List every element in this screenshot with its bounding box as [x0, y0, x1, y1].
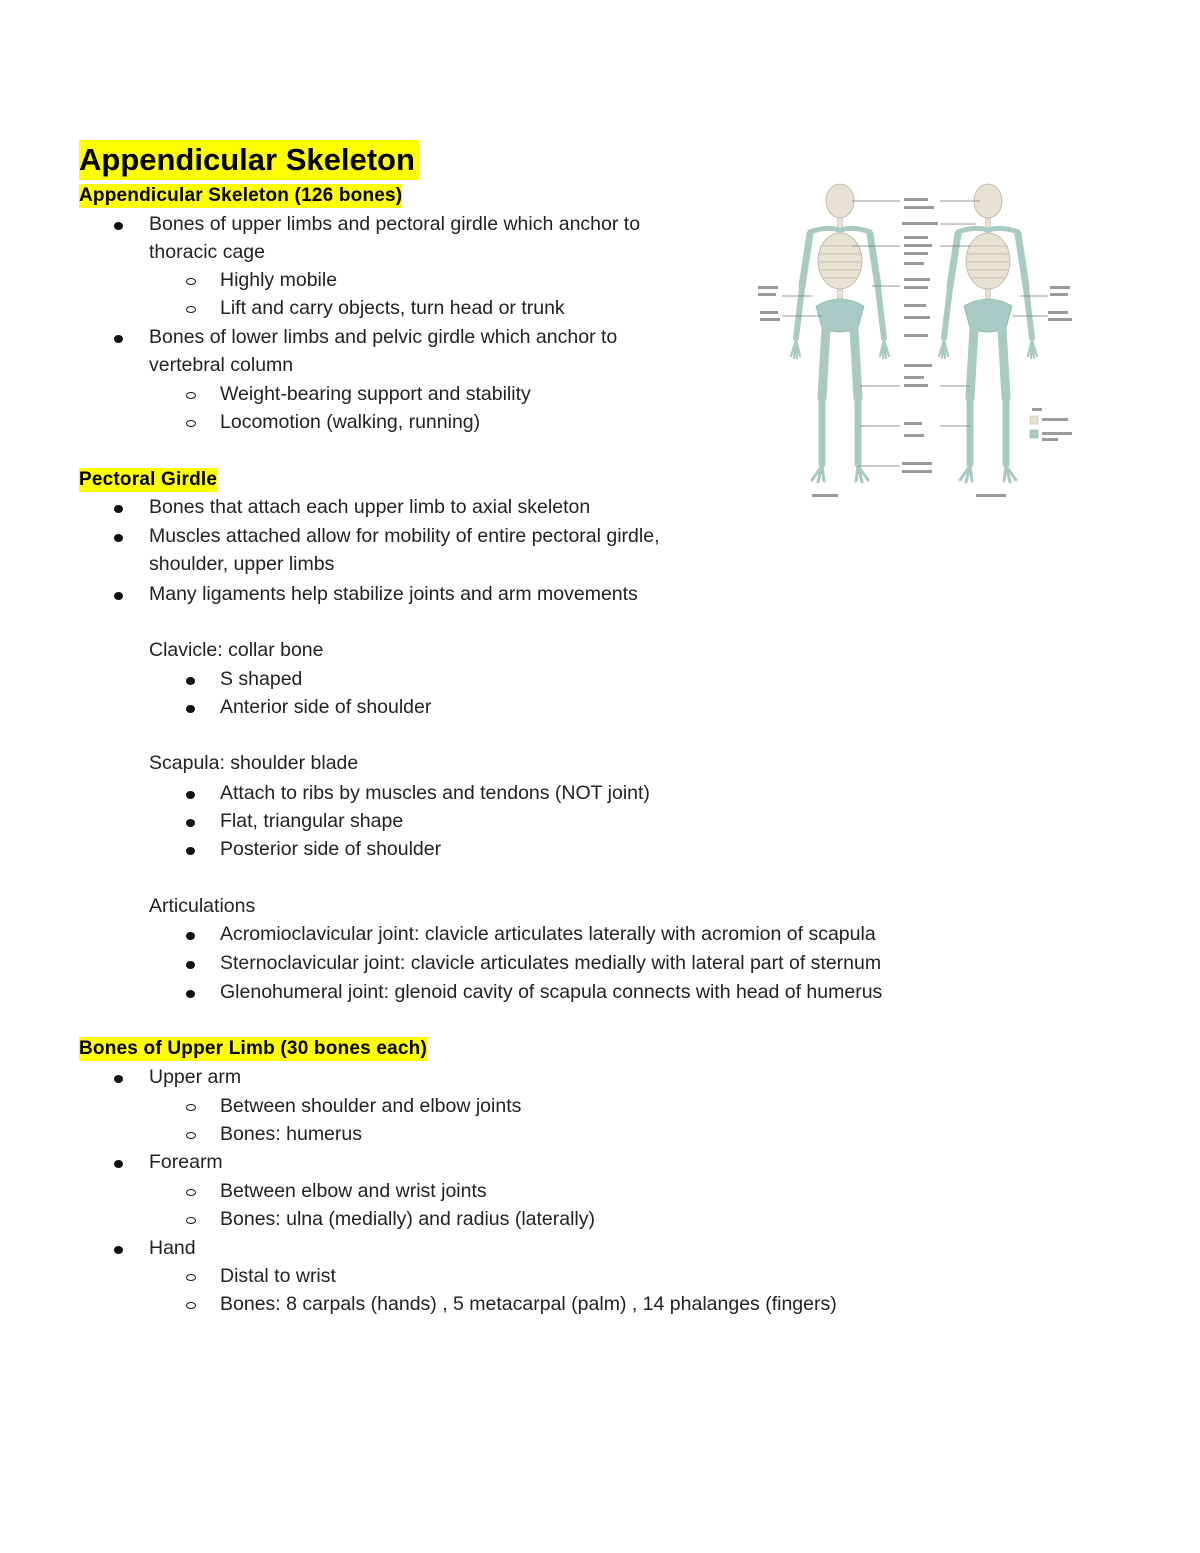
bullet-icon	[186, 961, 195, 969]
bullet-icon	[186, 932, 195, 940]
list-item: Attach to ribs by muscles and tendons (NOT joint)	[220, 782, 650, 804]
list-item: Muscles attached allow for mobility of entire pectoral girdle,	[149, 525, 660, 547]
bullet-icon	[186, 819, 195, 827]
bullet-icon	[114, 1246, 123, 1254]
section-heading-appendicular: Appendicular Skeleton (126 bones)	[79, 185, 403, 206]
bullet-icon	[186, 990, 195, 998]
bullet-icon	[186, 847, 195, 855]
skeleton-diagram-image	[752, 166, 1080, 518]
bullet-icon	[114, 1075, 123, 1083]
list-item-continuation: vertebral column	[149, 354, 294, 376]
list-item: Bones that attach each upper limb to axial skeleton	[149, 496, 591, 518]
sub-list-item: Bones: 8 carpals (hands) , 5 metacarpal (palm) , 14 phalanges (fingers)	[220, 1293, 837, 1315]
sub-list-item: Lift and carry objects, turn head or trunk	[220, 297, 565, 319]
list-item: Anterior side of shoulder	[220, 696, 432, 718]
sub-list-item: Between shoulder and elbow joints	[220, 1095, 522, 1117]
bullet-icon	[114, 335, 123, 343]
list-item: Many ligaments help stabilize joints and arm movements	[149, 583, 638, 605]
hollow-bullet-icon	[186, 392, 196, 399]
hollow-bullet-icon	[186, 1132, 196, 1139]
articulations-label: Articulations	[149, 895, 256, 917]
hollow-bullet-icon	[186, 306, 196, 313]
sub-list-item: Distal to wrist	[220, 1265, 336, 1287]
bullet-icon	[186, 705, 195, 713]
list-item: Posterior side of shoulder	[220, 838, 442, 860]
sub-list-item: Weight-bearing support and stability	[220, 383, 531, 405]
list-item: Bones of lower limbs and pelvic girdle which anchor to	[149, 326, 618, 348]
list-item: Forearm	[149, 1151, 223, 1173]
list-item: Flat, triangular shape	[220, 810, 404, 832]
list-item: Bones of upper limbs and pectoral girdle which anchor to	[149, 213, 641, 235]
list-item: S shaped	[220, 668, 303, 690]
bullet-icon	[114, 534, 123, 542]
hollow-bullet-icon	[186, 1274, 196, 1281]
hollow-bullet-icon	[186, 1104, 196, 1111]
clavicle-label: Clavicle: collar bone	[149, 639, 324, 661]
list-item-continuation: shoulder, upper limbs	[149, 553, 335, 575]
sub-list-item: Highly mobile	[220, 269, 338, 291]
list-item-continuation: thoracic cage	[149, 241, 265, 263]
scapula-label: Scapula: shoulder blade	[149, 752, 359, 774]
hollow-bullet-icon	[186, 1302, 196, 1309]
hollow-bullet-icon	[186, 1217, 196, 1224]
bullet-icon	[114, 592, 123, 600]
list-item: Hand	[149, 1237, 196, 1259]
section-heading-pectoral-girdle: Pectoral Girdle	[79, 469, 218, 490]
hollow-bullet-icon	[186, 420, 196, 427]
sub-list-item: Bones: ulna (medially) and radius (laterally)	[220, 1208, 596, 1230]
sub-list-item: Bones: humerus	[220, 1123, 362, 1145]
sub-list-item: Between elbow and wrist joints	[220, 1180, 487, 1202]
list-item: Upper arm	[149, 1066, 242, 1088]
bullet-icon	[114, 222, 123, 230]
section-heading-upper-limb: Bones of Upper Limb (30 bones each)	[79, 1038, 427, 1059]
list-item: Sternoclavicular joint: clavicle articulates medially with lateral part of sternum	[220, 952, 882, 974]
bullet-icon	[114, 505, 123, 513]
sub-list-item: Locomotion (walking, running)	[220, 411, 481, 433]
bullet-icon	[186, 791, 195, 799]
hollow-bullet-icon	[186, 1189, 196, 1196]
bullet-icon	[186, 677, 195, 685]
list-item: Acromioclavicular joint: clavicle articulates laterally with acromion of scapula	[220, 923, 876, 945]
bullet-icon	[114, 1160, 123, 1168]
list-item: Glenohumeral joint: glenoid cavity of scapula connects with head of humerus	[220, 981, 883, 1003]
page-title: Appendicular Skeleton	[79, 140, 419, 180]
hollow-bullet-icon	[186, 278, 196, 285]
